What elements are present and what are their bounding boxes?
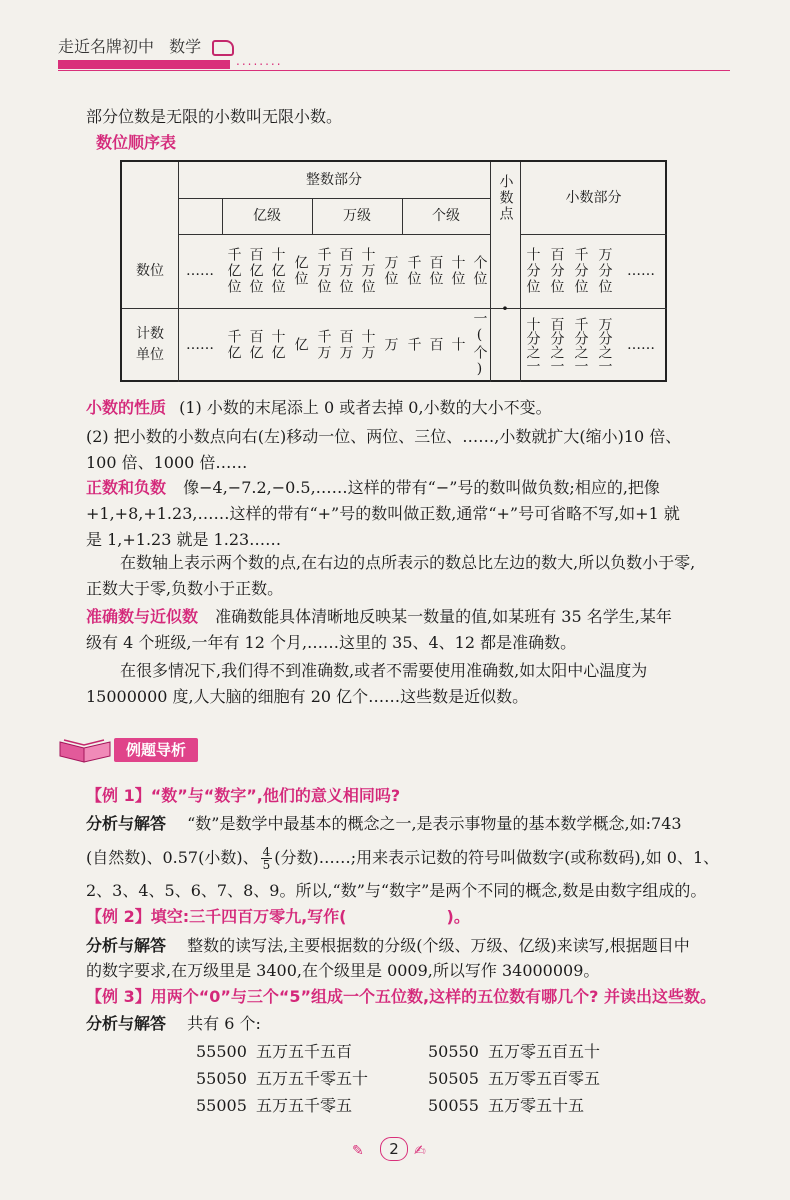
answer-number: 50055 (428, 1096, 479, 1115)
unit-cell: 十 (449, 337, 466, 353)
place-cell: 百万位 (337, 247, 354, 295)
decimal-unit-cell: 十分之一 (524, 317, 541, 373)
decimal-place-cell: 千分位 (572, 247, 589, 295)
decimal-unit-cell: 百分之一 (548, 317, 565, 373)
decimal-properties (86, 397, 552, 419)
example-2-question: 【例 2】填空:三千四百万零九,写作( )。 (86, 907, 470, 926)
answer-number: 55050 (196, 1069, 247, 1088)
answer-number: 50550 (428, 1042, 479, 1061)
row-label-place: 数位 (136, 262, 164, 279)
decimal-point-header: 小数点 (497, 174, 514, 222)
property-1: (1) 小数的末尾添上 0 或者去掉 0,小数的大小不变。 (179, 398, 552, 417)
posneg-title: 正数和负数 (86, 478, 167, 497)
place-value-table (120, 160, 667, 382)
pencil-left-icon: ✎ (352, 1143, 364, 1159)
answer-reading: 五万五千五百 (256, 1042, 353, 1061)
place-cell: 百亿位 (247, 247, 264, 295)
place-cell: 十亿位 (269, 247, 286, 295)
place-cell: 十万位 (359, 247, 376, 295)
posneg-line-3: 是 1,+1.23 就是 1.23…… (86, 530, 282, 549)
approx-line-4: 15000000 度,人大脑的细胞有 20 亿个……这些数是近似数。 (86, 687, 529, 706)
property-2a: (2) 把小数的小数点向右(左)移动一位、两位、三位、……,小数就扩大(缩小)10 倍、 (86, 427, 682, 446)
unit-cell: 十万 (359, 329, 376, 361)
group-wan: 万级 (343, 207, 371, 224)
integer-part-header: 整数部分 (306, 171, 362, 188)
approx-line-2: 级有 4 个班级,一年有 12 个月,……这里的 35、4、12 都是准确数。 (86, 633, 577, 652)
place-cell: 十位 (449, 255, 466, 287)
decimal-unit-cell: 千分之一 (572, 317, 589, 373)
ellipsis-left-1: …… (186, 262, 214, 279)
page-number (348, 1137, 444, 1163)
group-ge: 个级 (432, 207, 460, 224)
answer-reading: 五万五千零五十 (256, 1069, 369, 1088)
unit-cell: 百万 (337, 329, 354, 361)
examples-banner (52, 734, 200, 768)
ellipsis-right-2: …… (627, 336, 655, 353)
header-rule (58, 70, 730, 71)
decimal-place-cell: 百分位 (548, 247, 565, 295)
table-title: 数位顺序表 (96, 133, 177, 152)
unit-cell: 万 (382, 337, 399, 353)
unit-cell: 千亿 (225, 329, 242, 361)
place-cell: 百位 (427, 255, 444, 287)
example-1-question: 【例 1】“数”与“数字”,他们的意义相同吗? (86, 786, 401, 805)
place-cell: 千万位 (315, 247, 332, 295)
ellipsis-left-2: …… (186, 336, 214, 353)
ellipsis-right-1: …… (627, 262, 655, 279)
unit-cell: 亿 (292, 337, 309, 353)
decimal-place-cell: 十分位 (524, 247, 541, 295)
answer-label: 分析与解答 (86, 1014, 167, 1033)
posneg-line-1: 正数和负数 像−4,−7.2,−0.5,……这样的带有“−”号的数叫做负数;相应的,把像 (86, 478, 660, 497)
example-1-answer-line-1: 分析与解答 “数”是数学中最基本的概念之一,是表示事物量的基本数学概念,如:743 (86, 814, 682, 833)
answer-reading: 五万零五十五 (488, 1096, 585, 1115)
page-number-value: 2 (380, 1137, 408, 1161)
header-accent-bar (58, 60, 230, 69)
answer-number: 50505 (428, 1069, 479, 1088)
example-3-question: 【例 3】用两个“0”与三个“5”组成一个五位数,这样的五位数有哪几个? 并读出这些数。 (86, 987, 716, 1006)
unit-cell: 百亿 (247, 329, 264, 361)
header-subject: 数学 (169, 37, 202, 56)
property-2b: 100 倍、1000 倍…… (86, 453, 248, 472)
place-cell: 亿位 (292, 255, 309, 287)
running-header (58, 34, 234, 57)
approx-line-3: 在很多情况下,我们得不到准确数,或者不需要使用准确数,如太阳中心温度为 (120, 661, 648, 680)
unit-cell: 千万 (315, 329, 332, 361)
row-label-unit: 计数单位 (136, 326, 164, 363)
decimal-unit-cell: 万分之一 (596, 317, 613, 373)
properties-title: 小数的性质 (86, 398, 167, 417)
example-1-answer-line-2: (自然数)、0.57(小数)、 $\frac{4}{5}$ (分数)……;用来表示记数的符号叫做数字(或称数码),如 0、1、 (86, 845, 720, 872)
fraction: $\frac{4}{5}$ (262, 845, 271, 872)
unit-cell: 百 (427, 337, 444, 353)
posneg-line-5: 正数大于零,负数小于正数。 (86, 579, 284, 598)
header-dots: ........ (236, 54, 283, 68)
unit-cell: 十亿 (269, 329, 286, 361)
header-title: 走近名牌初中 (58, 37, 155, 56)
example-3-answer-intro: 分析与解答 共有 6 个: (86, 1014, 261, 1033)
group-yi: 亿级 (253, 207, 281, 224)
place-cell: 个位 (471, 255, 488, 287)
banner-label: 例题导析 (114, 738, 198, 762)
intro-text: 部分位数是无限的小数叫无限小数。 (86, 107, 343, 126)
folder-icon (212, 40, 234, 56)
pencil-right-icon: ✍ (414, 1143, 426, 1159)
place-cell: 千位 (405, 255, 422, 287)
posneg-line-2: +1,+8,+1.23,……这样的带有“+”号的数叫做正数,通常“+”号可省略不写,如+1 就 (86, 504, 680, 523)
decimal-dot: · (501, 295, 509, 320)
example-1-answer-line-3: 2、3、4、5、6、7、8、9。所以,“数”与“数字”是两个不同的概念,数是由数字组成的。 (86, 881, 707, 900)
answer-reading: 五万零五百零五 (488, 1069, 601, 1088)
open-book-icon (56, 734, 114, 764)
place-cell: 万位 (382, 255, 399, 287)
posneg-line-4: 在数轴上表示两个数的点,在右边的点所表示的数总比左边的数大,所以负数小于零, (120, 553, 696, 572)
place-cell: 千亿位 (225, 247, 242, 295)
answer-label: 分析与解答 (86, 936, 167, 955)
answer-number: 55500 (196, 1042, 247, 1061)
approx-title: 准确数与近似数 (86, 607, 199, 626)
approx-line-1: 准确数与近似数 准确数能具体清晰地反映某一数量的值,如某班有 35 名学生,某年 (86, 607, 672, 626)
example-2-answer-line-1: 分析与解答 整数的读写法,主要根据数的分级(个级、万级、亿级)来读写,根据题目中 (86, 936, 690, 955)
decimal-place-cell: 万分位 (596, 247, 613, 295)
answer-reading: 五万五千零五 (256, 1096, 353, 1115)
answer-number: 55005 (196, 1096, 247, 1115)
unit-cell: 千 (405, 337, 422, 353)
decimal-part-header: 小数部分 (565, 189, 622, 206)
answer-label: 分析与解答 (86, 814, 167, 833)
unit-cell: 一(个) (471, 311, 488, 379)
example-2-answer-line-2: 的数字要求,在万级里是 3400,在个级里是 0009,所以写作 34000009。 (86, 961, 600, 980)
answer-reading: 五万零五百五十 (488, 1042, 601, 1061)
